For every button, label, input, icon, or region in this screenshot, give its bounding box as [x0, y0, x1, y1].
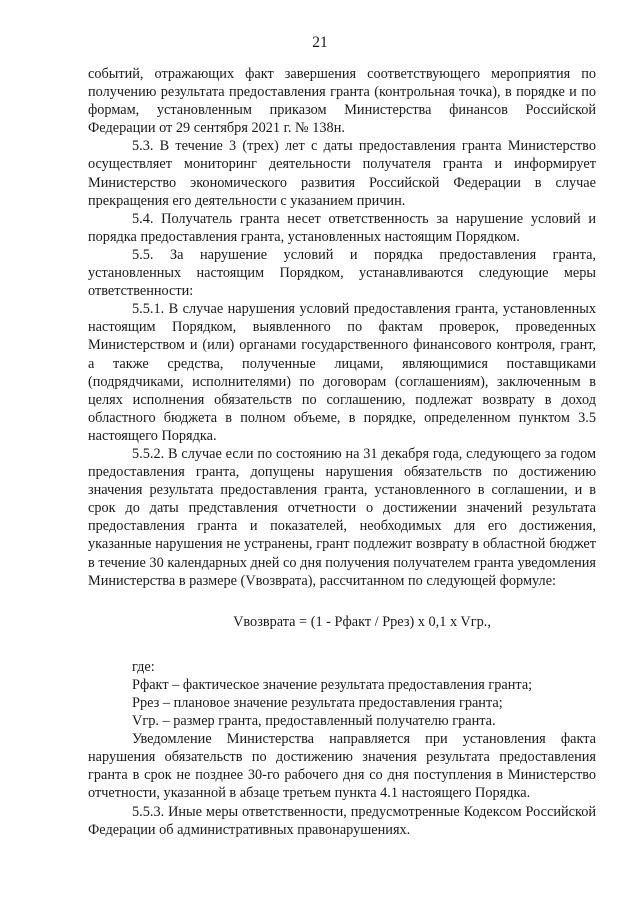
paragraph-5-5-1: 5.5.1. В случае нарушения условий предоставления гранта, установленных настоящим Порядком, выявленного по фактам проверок, проведенных Министерством и (или) органами государственного финансового контроля, грант, а также средства, полученные лицами, являющимися поставщиками (подрядчиками, исполнителями) по договорам (соглашениям), заключенным в целях исполнения обязательств по соглашению, подлежат возврату в доход областного бюджета в полном объеме, в порядке, определенном пунктом 3.5 настоящего Порядка. [88, 301, 596, 444]
where-label: где: [132, 658, 155, 675]
return-formula: Vвозврата = (1 - Pфакт / Pрез) x 0,1 x Vгр., [233, 613, 491, 630]
definition-v-gr: Vгр. – размер гранта, предоставленный получателю гранта. [132, 713, 496, 730]
page-number: 21 [312, 34, 328, 51]
paragraph-5-5: 5.5. За нарушение условий и порядка предоставления гранта, установленных настоящим Порядком, устанавливаются следующие меры ответственности: [88, 246, 596, 300]
paragraph-continuation: событий, отражающих факт завершения соответствующего мероприятия по получению результата предоставления гранта (контрольная точка), в порядке и по формам, установленным приказом Министерства финансов Российской Федерации от 29 сентября 2021 г. № 138н. [88, 66, 596, 137]
paragraph-5-5-2: 5.5.2. В случае если по состоянию на 31 декабря года, следующего за годом предоставления гранта, допущены нарушения обязательств по достижению значения результата предоставления гранта, установленного в соглашении, и в срок до даты представления отчетности о достижении значений результата предоставления гранта и показателей, необходимых для его достижения, указанные нарушения не устранены, грант подлежит возврату в областной бюджет в течение 30 календарных дней со дня получения получателем гранта уведомления Министерства в размере (Vвозврата), рассчитанном по следующей формуле: [88, 445, 596, 589]
document-body [88, 65, 596, 839]
paragraph-5-4: 5.4. Получатель гранта несет ответственность за нарушение условий и порядка предоставления гранта, установленных настоящим Порядком. [88, 210, 596, 245]
definition-p-fact: Рфакт – фактическое значение результата предоставления гранта; [132, 676, 533, 693]
paragraph-notification: Уведомление Министерства направляется при установления факта нарушения обязательств по достижению значения результата предоставления гранта в срок не позднее 30-го рабочего дня со дня поступления в Министерство отчетности, указанной в абзаце третьем пункта 4.1 настоящего Порядка. [88, 731, 596, 802]
paragraph-5-5-3: 5.5.3. Иные меры ответственности, предусмотренные Кодексом Российской Федерации об административных правонарушениях. [88, 803, 596, 838]
paragraph-5-3: 5.3. В течение 3 (трех) лет с даты предоставления гранта Министерство осуществляет мониторинг деятельности получателя гранта и информирует Министерство экономического развития Российской Федерации в случае прекращения его деятельности с указанием причин. [88, 138, 596, 209]
definition-p-rez: Pрез – плановое значение результата предоставления гранта; [132, 695, 503, 711]
